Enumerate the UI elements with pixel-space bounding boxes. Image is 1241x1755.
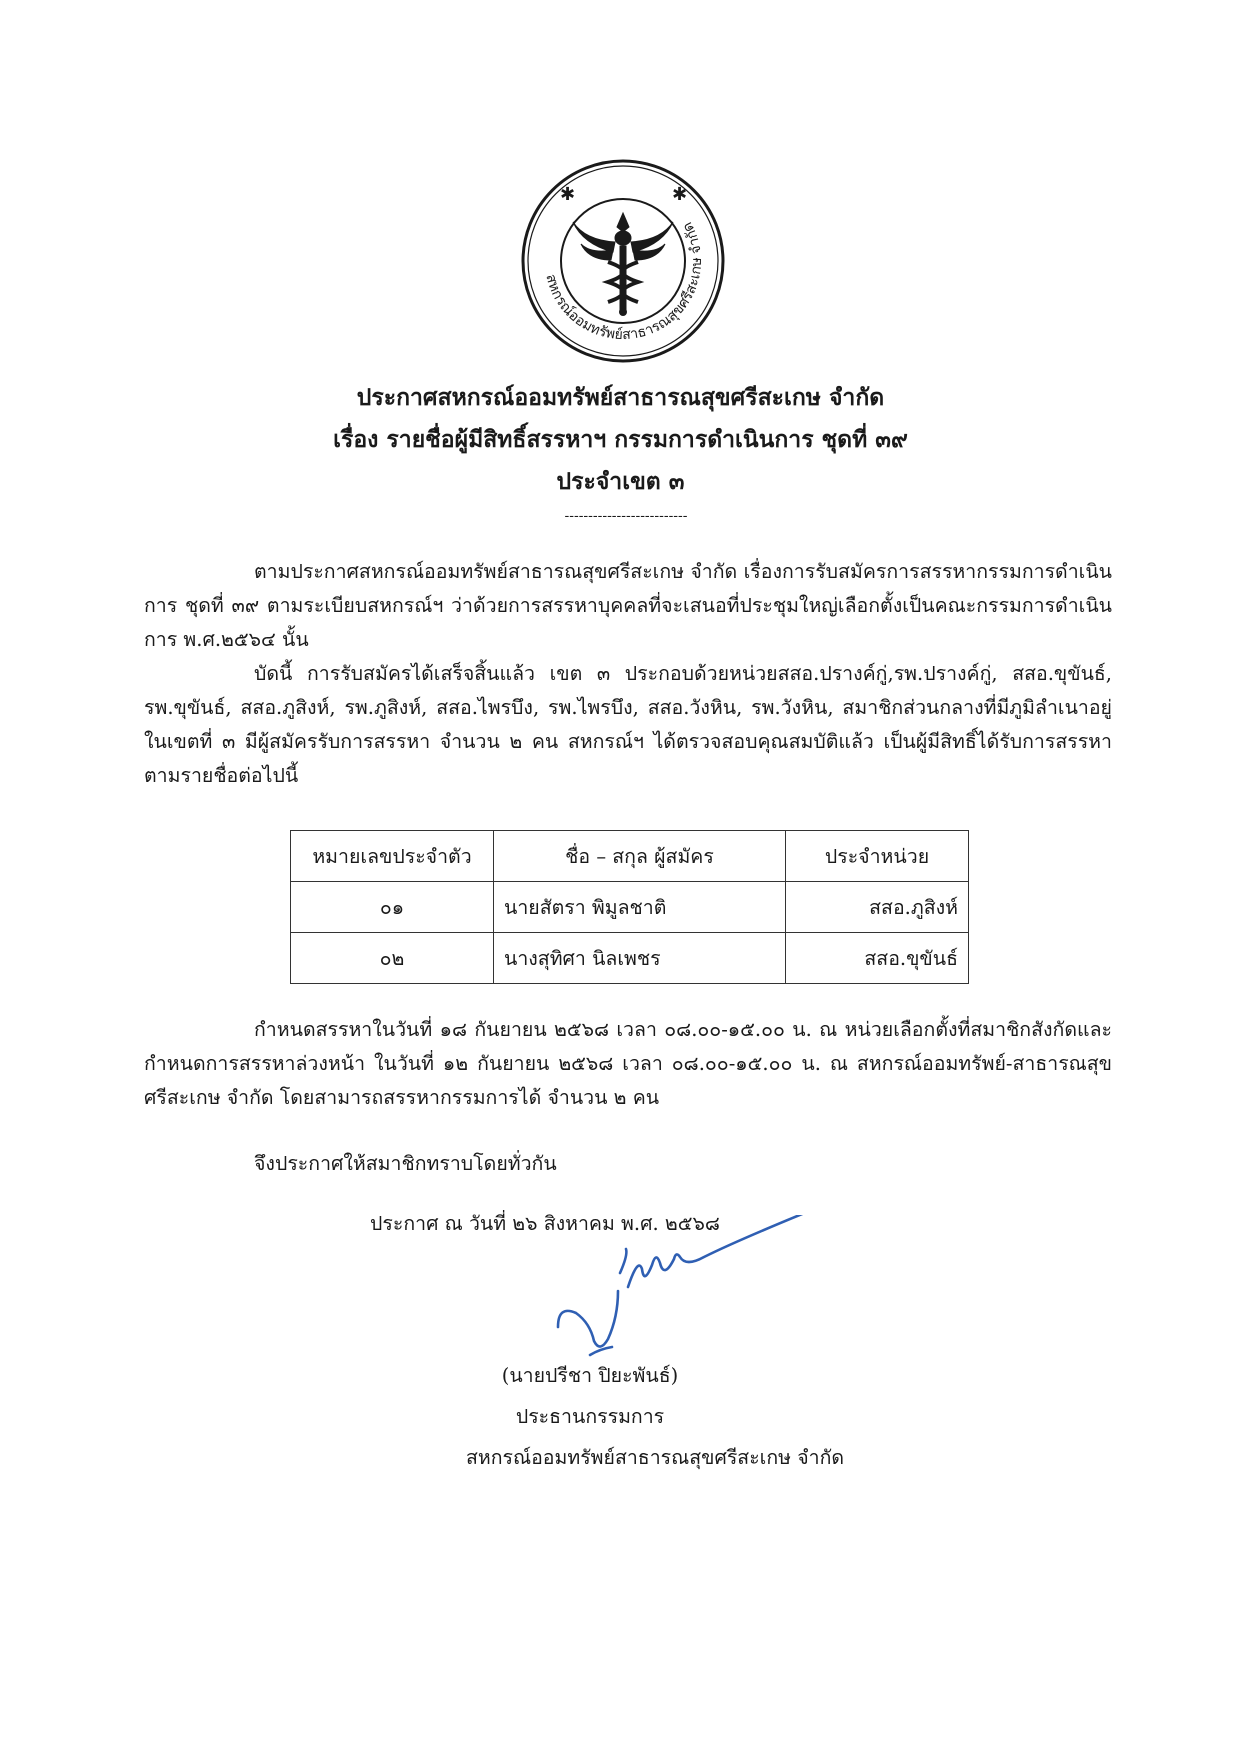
svg-text:✱: ✱ (672, 184, 688, 205)
cell-applicant-name: นางสุทิศา นิลเพชร (494, 933, 786, 984)
header-unit: ประจำหน่วย (786, 831, 969, 882)
paragraph-reference: ตามประกาศสหกรณ์ออมทรัพย์สาธารณสุขศรีสะเกษ จำกัด เรื่องการรับสมัครการสรรหากรรมการดำเนินการ ชุดที่ ๓๙ ตามระเบียบสหกรณ์ฯ ว่าด้วยการสรรหาบุคคลที่จะเสนอที่ประชุมใหญ่เลือกตั้งเป็นคณะกรรมการดำเนินการ พ.ศ.๒๕๖๔ นั้น (144, 560, 1112, 651)
table-header-row (291, 831, 969, 882)
paragraph-applicants: บัดนี้ การรับสมัครได้เสร็จสิ้นแล้ว เขต ๓ ประกอบด้วยหน่วยสสอ.ปรางค์กู่,รพ.ปรางค์กู่, สสอ.ขุขันธ์, รพ.ขุขันธ์, สสอ.ภูสิงห์, รพ.ภูสิงห์, สสอ.ไพรบึง, รพ.ไพรบึง, สสอ.วังหิน, รพ.วังหิน, สมาชิกส่วนกลางที่มีภูมิลำเนาอยู่ในเขตที่ ๓ มีผู้สมัครรับการสรรหา จำนวน ๒ คน สหกรณ์ฯ ได้ตรวจสอบคุณสมบัติแล้ว เป็นผู้มีสิทธิ์ได้รับการสรรหาตามรายชื่อต่อไปนี้ (144, 662, 1112, 787)
header-member-id: หมายเลขประจำตัว (291, 831, 494, 882)
paragraph-schedule: กำหนดสรรหาในวันที่ ๑๘ กันยายน ๒๕๖๘ เวลา ๐๘.๐๐-๑๕.๐๐ น. ณ หน่วยเลือกตั้งที่สมาชิกสังกัดและกำหนดการสรรหาล่วงหน้า ในวันที่ ๑๒ กันยายน ๒๕๖๘ เวลา ๐๘.๐๐-๑๕.๐๐ น. ณ สหกรณ์ออมทรัพย์-สาธารณสุขศรีสะเกษ จำกัด โดยสามารถสรรหากรรมการได้ จำนวน ๒ คน (144, 1018, 1112, 1109)
cell-member-id: ๐๒ (291, 933, 494, 984)
table-row (291, 933, 969, 984)
svg-text:สหกรณ์ออมทรัพย์สาธารณสุขศรีสะเ: สหกรณ์ออมทรัพย์สาธารณสุขศรีสะเกษ จำกัด (542, 219, 706, 344)
signatory-position: ประธานกรรมการ (515, 1405, 665, 1428)
announcement-date: ประกาศ ณ วันที่ ๒๖ สิงหาคม พ.ศ. ๒๕๖๘ (370, 1212, 720, 1235)
closing-line: จึงประกาศให้สมาชิกทราบโดยทั่วกัน (254, 1152, 557, 1175)
announcement-title: ประกาศสหกรณ์ออมทรัพย์สาธารณสุขศรีสะเกษ จำกัด (356, 384, 885, 411)
handwritten-signature-icon (530, 1215, 890, 1365)
cell-unit: สสอ.ขุขันธ์ (786, 933, 969, 984)
header-applicant-name: ชื่อ – สกุล ผู้สมัคร (494, 831, 786, 882)
cooperative-seal-icon (520, 158, 726, 364)
announcement-zone: ประจำเขต ๓ (556, 468, 685, 495)
cell-applicant-name: นายสัตรา พิมูลชาติ (494, 882, 786, 933)
signatory-name: (นายปรีชา ปิยะพันธ์) (501, 1364, 679, 1387)
cell-member-id: ๐๑ (291, 882, 494, 933)
announcement-subject: เรื่อง รายชื่อผู้มีสิทธิ์สรรหาฯ กรรมการดำเนินการ ชุดที่ ๓๙ (333, 426, 908, 453)
cell-unit: สสอ.ภูสิงห์ (786, 882, 969, 933)
svg-text:✱: ✱ (560, 184, 576, 205)
applicants-table (290, 830, 969, 984)
signatory-organization: สหกรณ์ออมทรัพย์สาธารณสุขศรีสะเกษ จำกัด (465, 1446, 845, 1469)
title-divider: -------------------------- (564, 508, 688, 524)
table-row (291, 882, 969, 933)
